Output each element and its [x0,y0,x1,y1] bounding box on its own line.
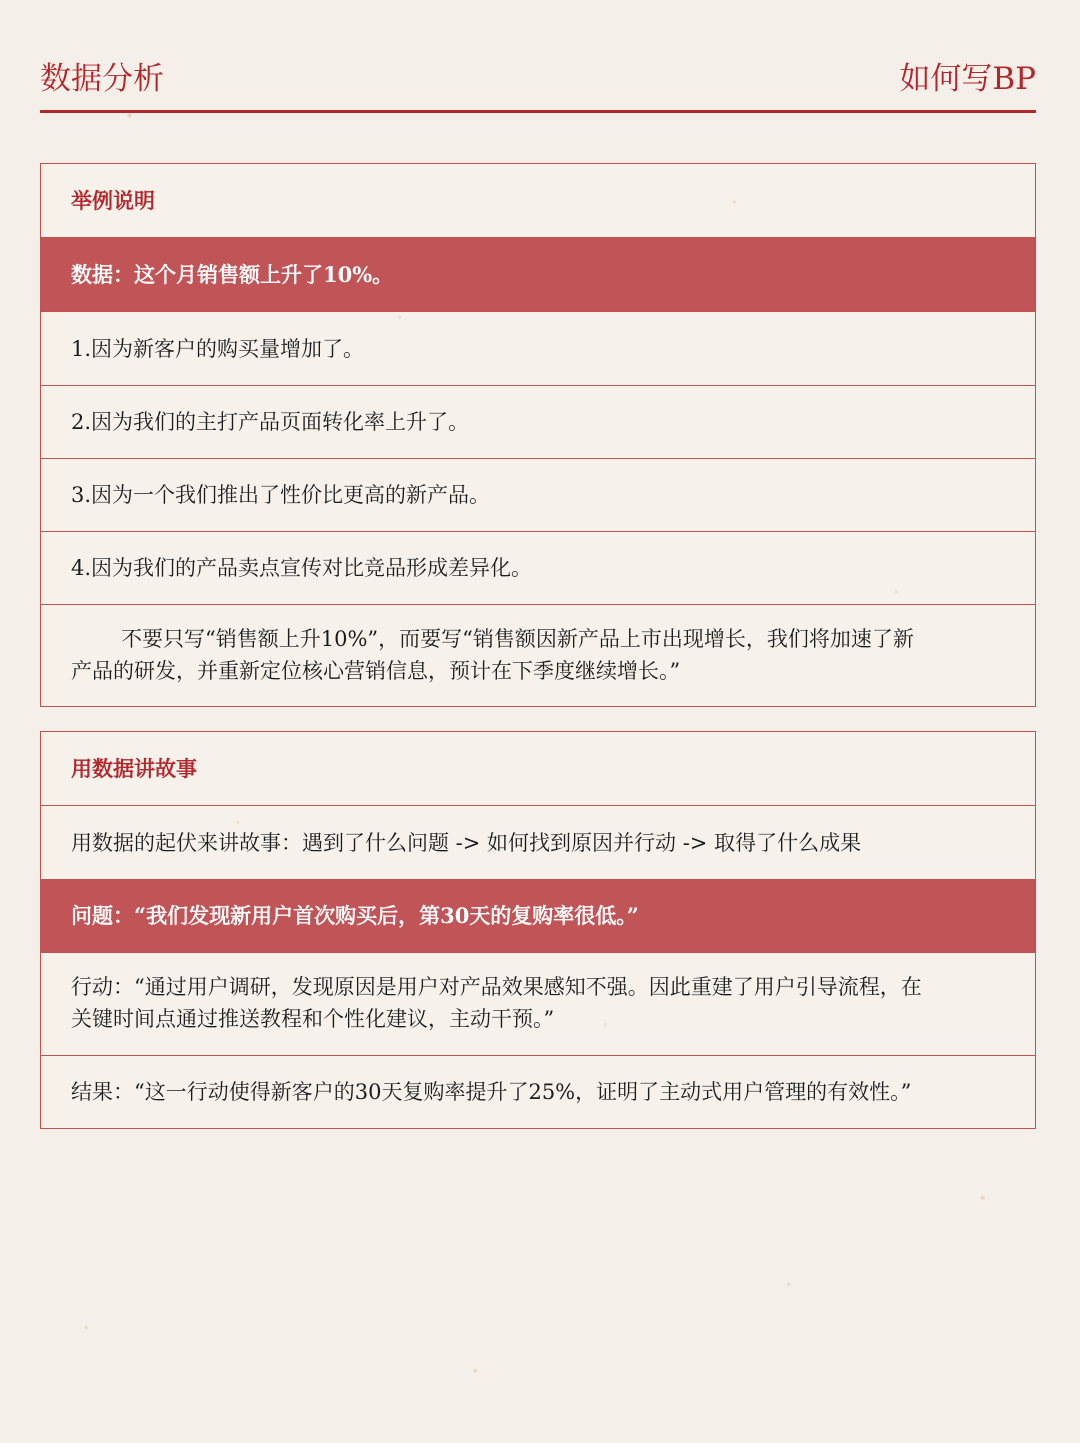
example-highlight-band: 数据：这个月销售额上升了10%。 [41,237,1035,311]
example-card-title: 举例说明 [71,187,155,213]
example-note [41,604,1035,706]
example-note-line-2: 产品的研发，并重新定位核心营销信息，预计在下季度继续增长。” [71,659,681,683]
example-card [40,163,1036,707]
example-item-2: 2.因为我们的主打产品页面转化率上升了。 [41,385,1035,458]
story-card [40,731,1036,1129]
story-intro: 用数据的起伏来讲故事：遇到了什么问题 -> 如何找到原因并行动 -> 取得了什么成果 [41,805,1035,879]
story-action-line-2: 关键时间点通过推送教程和个性化建议，主动干预。” [71,1007,555,1031]
story-result: 结果：“这一行动使得新客户的30天复购率提升了25%，证明了主动式用户管理的有效性。” [41,1055,1035,1128]
example-item-3: 3.因为一个我们推出了性价比更高的新产品。 [41,458,1035,531]
story-problem-band: 问题：“我们发现新用户首次购买后，第30天的复购率很低。” [41,879,1035,952]
example-item-4: 4.因为我们的产品卖点宣传对比竞品形成差异化。 [41,531,1035,604]
page-header [40,56,1036,113]
story-card-title: 用数据讲故事 [71,755,197,781]
header-left-title: 数据分析 [40,61,164,97]
story-action-line-1: 行动：“通过用户调研，发现原因是用户对产品效果感知不强。因此重建了用户引导流程，在 [71,975,922,999]
story-action [41,952,1035,1055]
header-right-title: 如何写BP [899,61,1036,97]
example-item-1: 1.因为新客户的购买量增加了。 [41,311,1035,385]
example-note-line-1: 不要只写“销售额上升10%”，而要写“销售额因新产品上市出现增长，我们将加速了新 [121,627,914,651]
